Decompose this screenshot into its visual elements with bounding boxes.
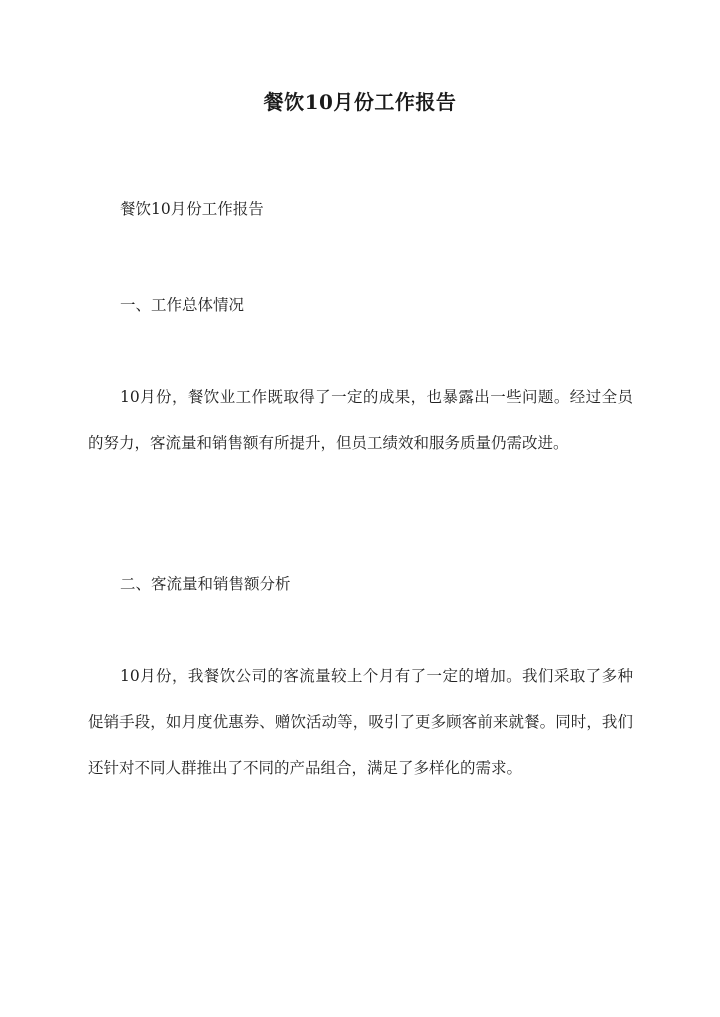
section-paragraph-overview: 10月份，餐饮业工作既取得了一定的成果，也暴露出一些问题。经过全员的努力，客流量和销售额有所提升，但员工绩效和服务质量仍需改进。 xyxy=(88,388,633,452)
document-subtitle: 餐饮10月份工作报告 xyxy=(120,200,264,218)
section-paragraph-traffic-sales: 10月份，我餐饮公司的客流量较上个月有了一定的增加。我们采取了多种促销手段，如月度优惠券、赠饮活动等，吸引了更多顾客前来就餐。同时，我们还针对不同人群推出了不同的产品组合，满足了多样化的需求。 xyxy=(88,667,633,777)
document-title: 餐饮10月份工作报告 xyxy=(263,90,457,114)
section-heading-traffic-sales: 二、客流量和销售额分析 xyxy=(120,575,291,593)
section-heading-overview: 一、工作总体情况 xyxy=(120,296,245,314)
